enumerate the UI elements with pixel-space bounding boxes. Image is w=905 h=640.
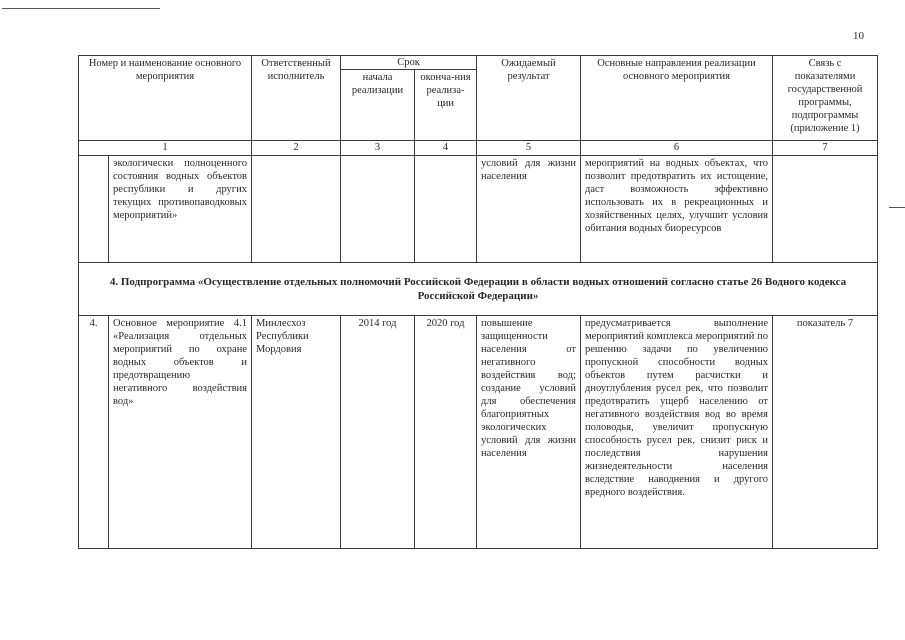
page-number: 10 [853, 30, 864, 42]
column-number: 7 [773, 140, 878, 155]
header-start-cell: начала реализации [341, 70, 415, 140]
directions-cell: предусматривается выполнение мероприятий комплекса мероприятий по решению задачи по увеличению пропускной способности водных объектов путем расчистки и дноуглубления русел рек, что позволит предотвратить ущерб населению от негативного воздействия вод во время половодья, увеличит пропускную способность русел рек, снизит риск и последствия нарушения жизнедеятельности населения вследствие наводнения и другого вредного воздействия. [581, 316, 773, 549]
header-name-cell: Номер и наименование основного мероприятия [79, 56, 252, 141]
table-row-continued [79, 156, 878, 263]
header-result-cell: Ожидаемый результат [477, 56, 581, 141]
start-cell: 2014 год [341, 316, 415, 549]
column-numbers-row [79, 140, 878, 155]
indicator-cell: показатель 7 [773, 316, 878, 549]
result-cell: повышение защищенности населения от негативного воздействия вод; создание условий для обеспечения благоприятных экологических условий для жизни населения [477, 316, 581, 549]
row-number-cell: 4. [79, 316, 109, 549]
header-directions-cell: Основные направления реализации основного мероприятия [581, 56, 773, 141]
column-number: 6 [581, 140, 773, 155]
header-indicators-cell: Связь с показателями государственной программы, подпрограммы (приложение 1) [773, 56, 878, 141]
end-cell: 2020 год [415, 316, 477, 549]
section-title: 4. Подпрограмма «Осуществление отдельных полномочий Российской Федерации в области водных отношений согласно статье 26 Водного кодекса Российской Федерации» [79, 263, 878, 316]
column-number: 2 [252, 140, 341, 155]
end-cell [415, 156, 477, 263]
measure-name-cell: Основное мероприятие 4.1 «Реализация отдельных мероприятий по охране водных объектов и предотвращению негативного воздействия вод» [109, 316, 252, 549]
scan-artifact-mark [889, 207, 905, 208]
measures-table [78, 55, 878, 549]
column-number: 1 [79, 140, 252, 155]
header-executor-cell: Ответственный исполнитель [252, 56, 341, 141]
section-row [79, 263, 878, 316]
indicator-cell [773, 156, 878, 263]
executor-cell [252, 156, 341, 263]
table-header-row [79, 56, 878, 70]
start-cell [341, 156, 415, 263]
row-number-cell [79, 156, 109, 263]
directions-cell: мероприятий на водных объектах, что позволит предотвратить их истощение, даст возможность эффективно использовать их в рекреационных и хозяйственных целях, улучшит условия обитания водных биоресурсов [581, 156, 773, 263]
scan-artifact-line [2, 8, 160, 9]
column-number: 5 [477, 140, 581, 155]
column-number: 3 [341, 140, 415, 155]
column-number: 4 [415, 140, 477, 155]
executor-cell: Минлесхоз Республики Мордовия [252, 316, 341, 549]
header-term-cell: Срок [341, 56, 477, 70]
result-cell: условий для жизни населения [477, 156, 581, 263]
table-row-main [79, 316, 878, 549]
header-end-cell: оконча-ния реализа-ции [415, 70, 477, 140]
measure-name-cell: экологически полноценного состояния водных объектов республики и других текущих противопаводковых мероприятий» [109, 156, 252, 263]
